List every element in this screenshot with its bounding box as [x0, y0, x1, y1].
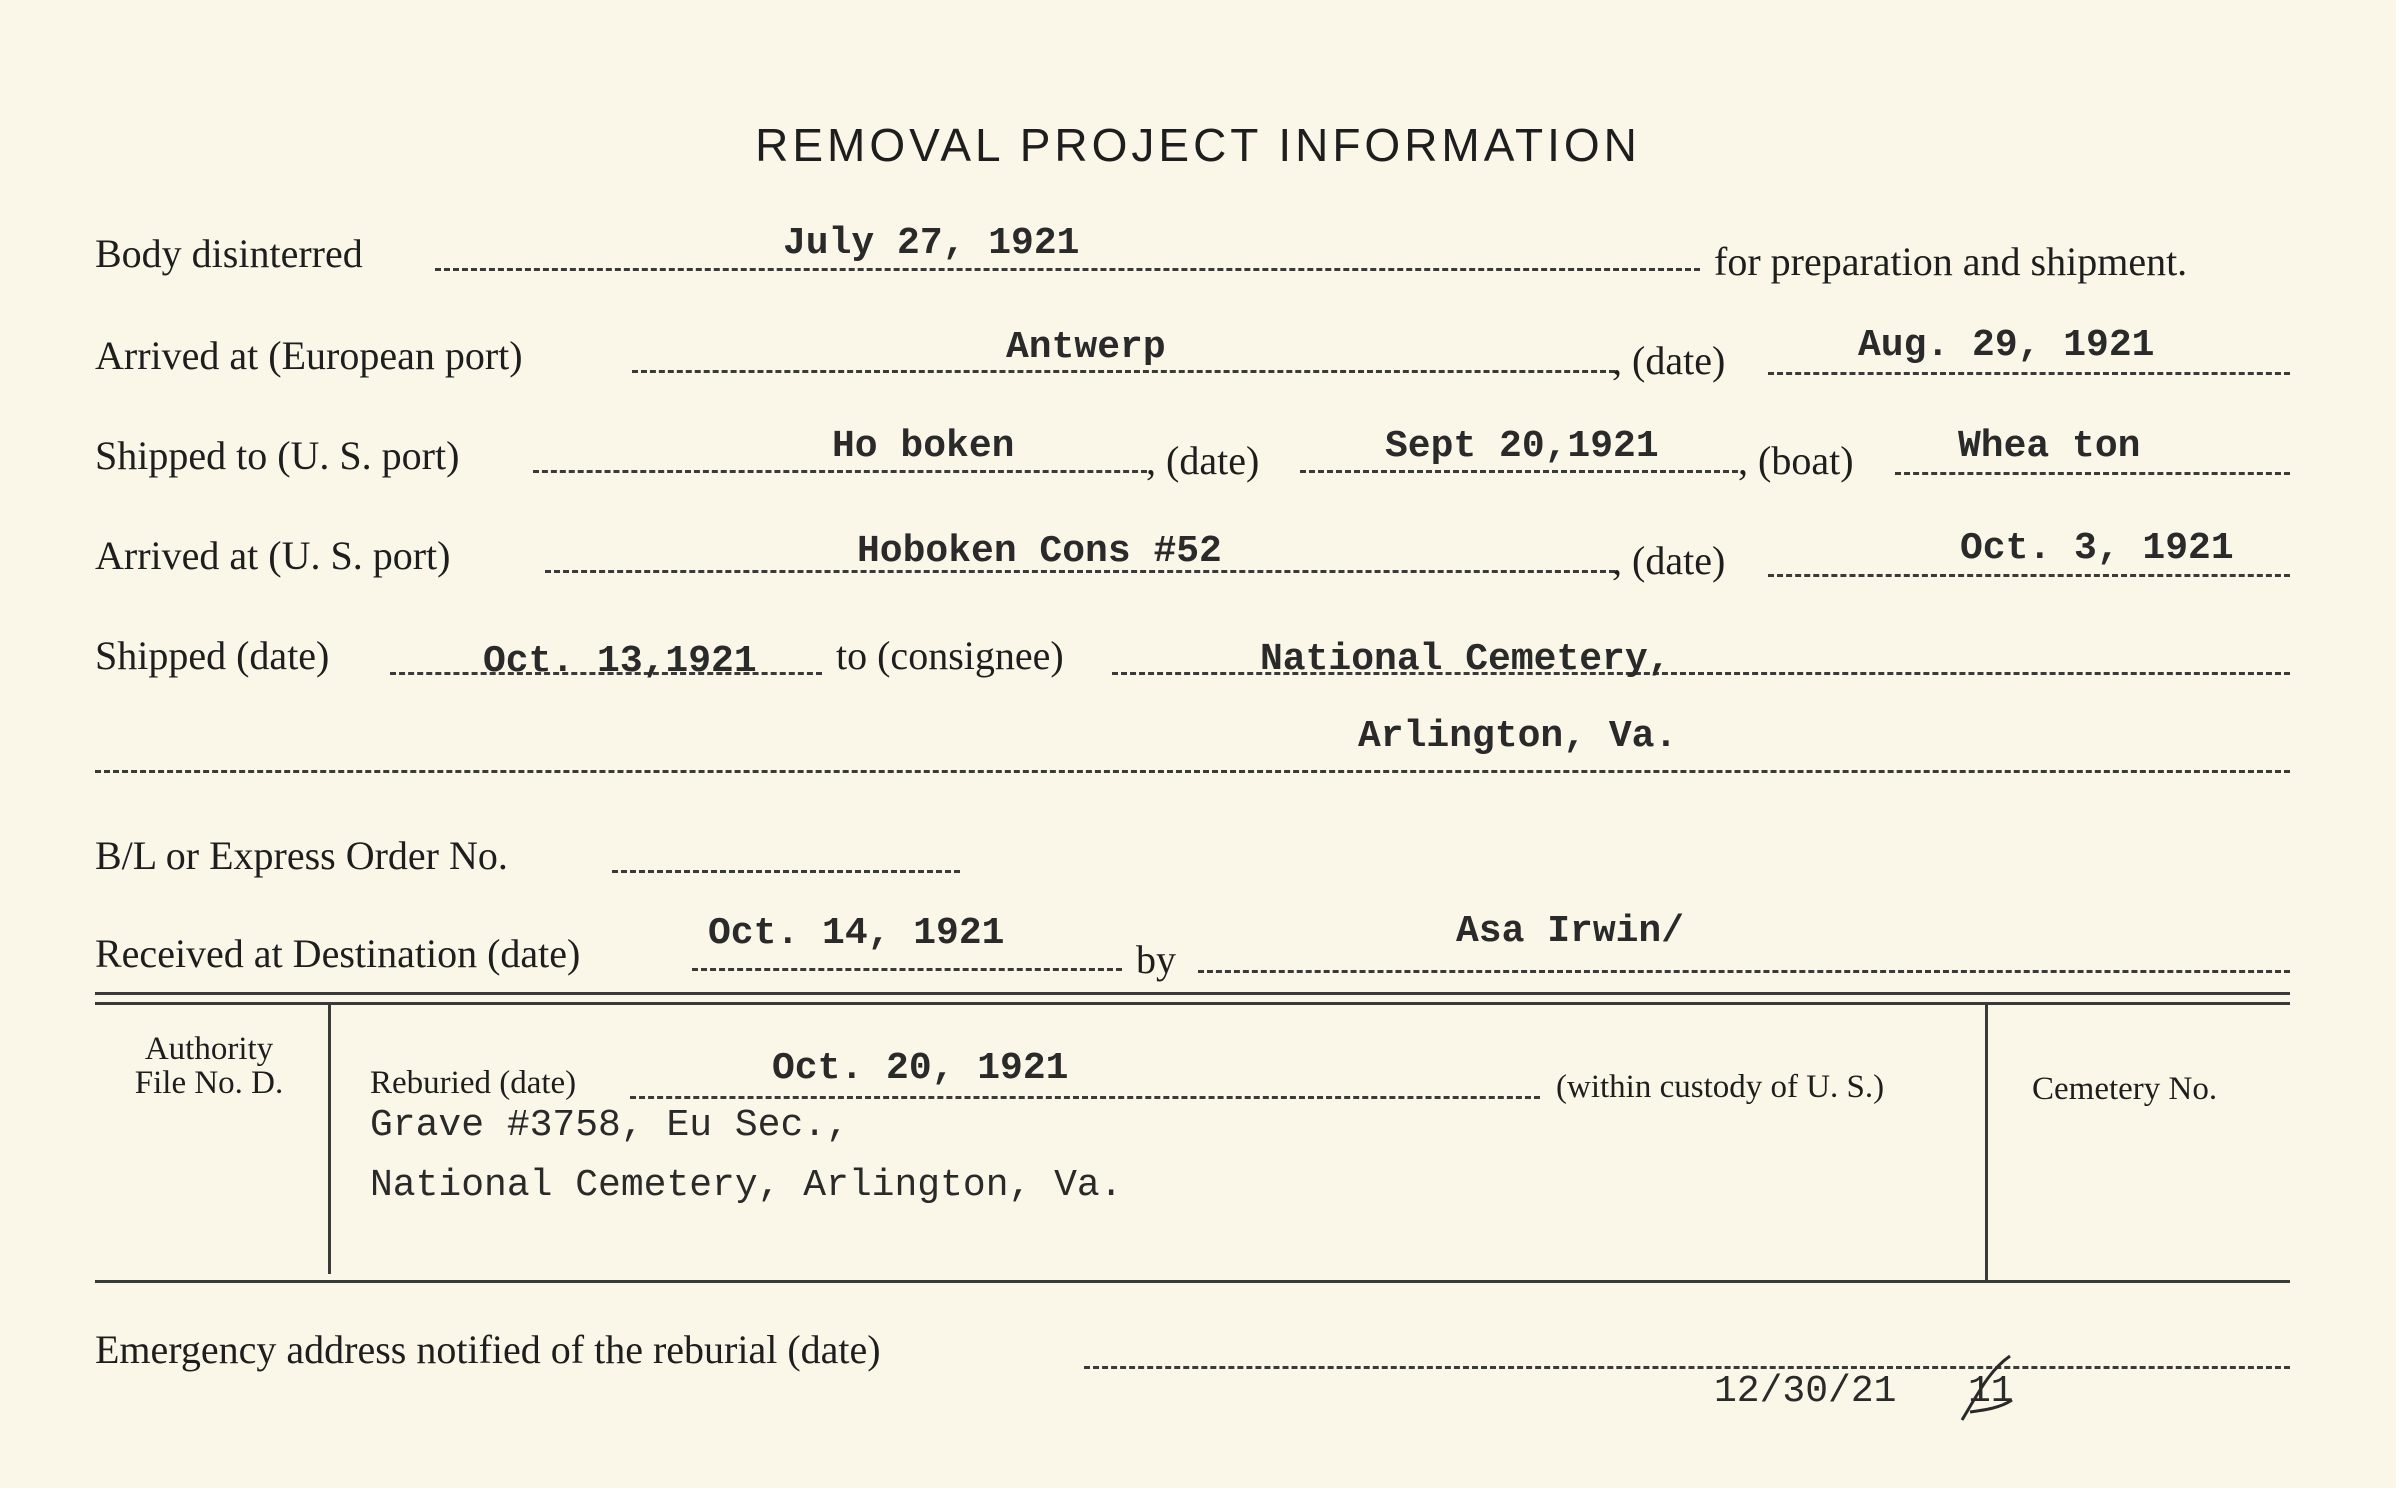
- arrived-european-date-line: [1768, 372, 2290, 375]
- arrived-european-date: Aug. 29, 1921: [1858, 324, 2155, 367]
- box-divider-right: [1985, 1004, 1988, 1282]
- received-by-label: by: [1136, 937, 1176, 982]
- received-date: Oct. 14, 1921: [708, 912, 1005, 955]
- box-divider-left: [328, 1004, 331, 1274]
- emergency-line: [1084, 1366, 2290, 1369]
- shipped-date-value: Oct. 13,1921: [483, 640, 757, 683]
- bl-order-line: [612, 870, 960, 873]
- arrived-us-date-label: , (date): [1612, 538, 1726, 583]
- initials-mark-icon: [1950, 1350, 2020, 1430]
- received-by: Asa Irwin/: [1456, 910, 1685, 953]
- body-disinterred-value: July 27, 1921: [783, 222, 1080, 265]
- page-title: REMOVAL PROJECT INFORMATION: [755, 119, 1641, 171]
- arrived-european-port: Antwerp: [1006, 326, 1166, 369]
- shipped-date-label: Shipped (date): [95, 633, 330, 678]
- shipped-us-port: Ho boken: [832, 425, 1015, 468]
- arrived-european-date-label: , (date): [1612, 338, 1726, 383]
- shipped-us-boat: Whea ton: [1958, 425, 2141, 468]
- consignee-value-1: National Cemetery,: [1260, 638, 1671, 681]
- arrived-european-port-line: [632, 370, 1615, 373]
- emergency-label: Emergency address notified of the reburial (date): [95, 1327, 881, 1372]
- arrived-us-port: Hoboken Cons #52: [857, 530, 1222, 573]
- bl-order-label: B/L or Express Order No.: [95, 833, 508, 878]
- grave-line-1: Grave #3758, Eu Sec.,: [370, 1104, 849, 1147]
- shipped-us-port-line: [533, 470, 1147, 473]
- box-bottom-rule: [95, 1280, 2290, 1283]
- arrived-european-label: Arrived at (European port): [95, 333, 523, 378]
- received-date-line: [692, 968, 1122, 971]
- shipped-us-boat-line: [1895, 472, 2290, 475]
- shipped-us-label: Shipped to (U. S. port): [95, 433, 460, 478]
- body-disinterred-line: [435, 268, 1700, 271]
- body-disinterred-suffix: for preparation and shipment.: [1714, 239, 2188, 284]
- authority-label-2: File No. D.: [134, 1065, 284, 1101]
- arrived-us-label: Arrived at (U. S. port): [95, 533, 451, 578]
- cemetery-no-label: Cemetery No.: [2032, 1071, 2218, 1107]
- box-top-rule-2: [95, 1002, 2290, 1005]
- reburied-label: Reburied (date): [370, 1065, 577, 1101]
- arrived-us-date-line: [1768, 574, 2290, 577]
- shipped-us-boat-label: , (boat): [1738, 438, 1854, 483]
- arrived-us-date: Oct. 3, 1921: [1960, 527, 2234, 570]
- consignee-value-2: Arlington, Va.: [1358, 715, 1678, 758]
- reburied-date: Oct. 20, 1921: [772, 1047, 1069, 1090]
- custody-label: (within custody of U. S.): [1556, 1069, 1885, 1105]
- consignee-label: to (consignee): [836, 633, 1064, 678]
- shipped-us-date: Sept 20,1921: [1385, 425, 1659, 468]
- consignee-line-2: [95, 770, 2290, 773]
- emergency-date: 12/30/21: [1714, 1370, 1897, 1413]
- body-disinterred-label: Body disinterred: [95, 231, 363, 276]
- received-label: Received at Destination (date): [95, 931, 581, 976]
- authority-label-1: Authority: [144, 1031, 274, 1067]
- box-top-rule-1: [95, 992, 2290, 995]
- shipped-us-date-label: , (date): [1146, 438, 1260, 483]
- grave-line-2: National Cemetery, Arlington, Va.: [370, 1164, 1123, 1207]
- emergency-initials: 11: [1968, 1370, 2014, 1413]
- shipped-us-date-line: [1300, 470, 1738, 473]
- received-by-line: [1198, 970, 2290, 973]
- reburied-line: [630, 1096, 1540, 1099]
